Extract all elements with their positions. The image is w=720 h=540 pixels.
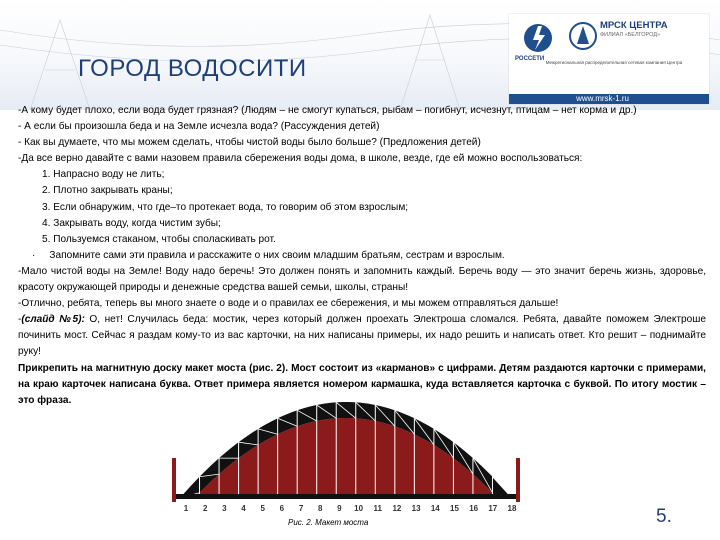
bridge-deck (174, 494, 518, 499)
bridge-pocket-number: 13 (411, 504, 421, 512)
paragraph: -Да все верно давайте с вами назовем правила сбережения воды дома, в школе, везде, где ей можно воспользоваться: (18, 153, 583, 165)
bridge-pocket-number: 17 (488, 504, 498, 512)
bridge-pocket-number: 3 (222, 504, 227, 512)
paragraph: -А кому будет плохо, если вода будет грязная? (Людям – не смогут купаться, рыбам – погибнут, исчезнут, птицам – нет корма и др.) (18, 105, 637, 116)
paragraph: -Мало чистой воды на Земле! Воду надо беречь! Это должен понять и запомнить каждый. Беречь воду — это значит беречь жизнь, здоровье, красоту окружающей природы и денежные средства вашей семьи, школы, страны! (18, 265, 706, 294)
lesson-text (4, 103, 706, 409)
bridge-pocket-number: 10 (354, 504, 364, 512)
bridge-pocket-number: 9 (337, 504, 342, 512)
bridge-pocket-number: 12 (392, 504, 402, 512)
list-item: 3. Если обнаружим, что где–то протекает вода, то говорим об этом взрослым; (42, 201, 409, 213)
rosseti-label: РОССЕТИ (515, 56, 545, 62)
list-item: 1. Напрасно воду не лить; (42, 169, 165, 181)
paragraph: - Как вы думаете, что мы можем сделать, чтобы чистой воды было больше? (Предложения детей) (18, 137, 481, 149)
bridge-pocket-number: 2 (202, 504, 208, 512)
bridge-model-figure (170, 400, 520, 512)
paragraph: -(слайд №5): О, нет! Случилась беда: мостик, через который должен проехать Электроша сломался. Ребята, давайте поможем Электроше починить мост. Сейчас я раздам кому-то из вас карточки, на них написаны примеры, их надо решить и написать ответ. Кто решит – поднимайте руку! (18, 314, 706, 358)
bridge-pocket-number: 5 (260, 504, 265, 512)
bridge-pocket-number: 14 (430, 504, 440, 512)
paragraph: -Отлично, ребята, теперь вы много знаете о воде и о правилах ее сбережения, и мы можем отправляться дальше! (18, 298, 559, 310)
paragraph: - А если бы произошла беда и на Земле исчезла вода? (Рассуждения детей) (18, 121, 380, 133)
bridge-pocket-number: 18 (507, 504, 517, 512)
list-item: 4. Закрывать воду, когда чистим зубы; (42, 217, 221, 229)
bridge-pocket-number: 8 (318, 504, 323, 512)
list-item: 2. Плотно закрывать краны; (42, 185, 173, 197)
list-item: 5. Пользуемся стаканом, чтобы споласкивать рот. (42, 233, 276, 245)
bridge-pocket-number: 1 (183, 504, 189, 512)
bridge-pocket-number: 4 (241, 504, 246, 512)
bridge-left-support (172, 458, 176, 502)
bridge-pocket-number: 16 (469, 504, 479, 512)
bridge-pocket-number: 6 (279, 504, 285, 512)
bridge-pocket-number: 7 (298, 504, 304, 512)
website-url: www.mrsk-1.ru (509, 94, 709, 104)
slide-title: ГОРОД ВОДОСИТИ (78, 55, 307, 82)
paragraph-bold: Прикрепить на магнитную доску макет моста (рис. 2). Мост состоит из «карманов» с цифрами. Детям раздаются карточки с примерами, на краю карточек написана буква. Ответ примера является номером кармашка, куда вставляется карточка с буквой. По итогу мостик – это фраза. (18, 362, 706, 406)
company-logo-panel (509, 14, 709, 104)
bridge-right-support (516, 458, 520, 502)
figure-caption: Рис. 2. Макет моста (288, 518, 369, 527)
page-number: 5. (656, 506, 672, 527)
mrsk-name: МРСК ЦЕНТРА (600, 20, 668, 31)
bullet-item: · Запомните сами эти правила и расскажите о них своим младшим братьям, сестрам и взрослым. (32, 249, 505, 261)
bridge-pocket-number: 15 (450, 504, 459, 512)
mrsk-subtitle: ФИЛИАЛ «БЕЛГОРОД» (600, 32, 661, 38)
logo-description: Межрегиональная распределительная сетевая компания Центра (545, 60, 683, 65)
bridge-pocket-number: 11 (373, 504, 382, 512)
